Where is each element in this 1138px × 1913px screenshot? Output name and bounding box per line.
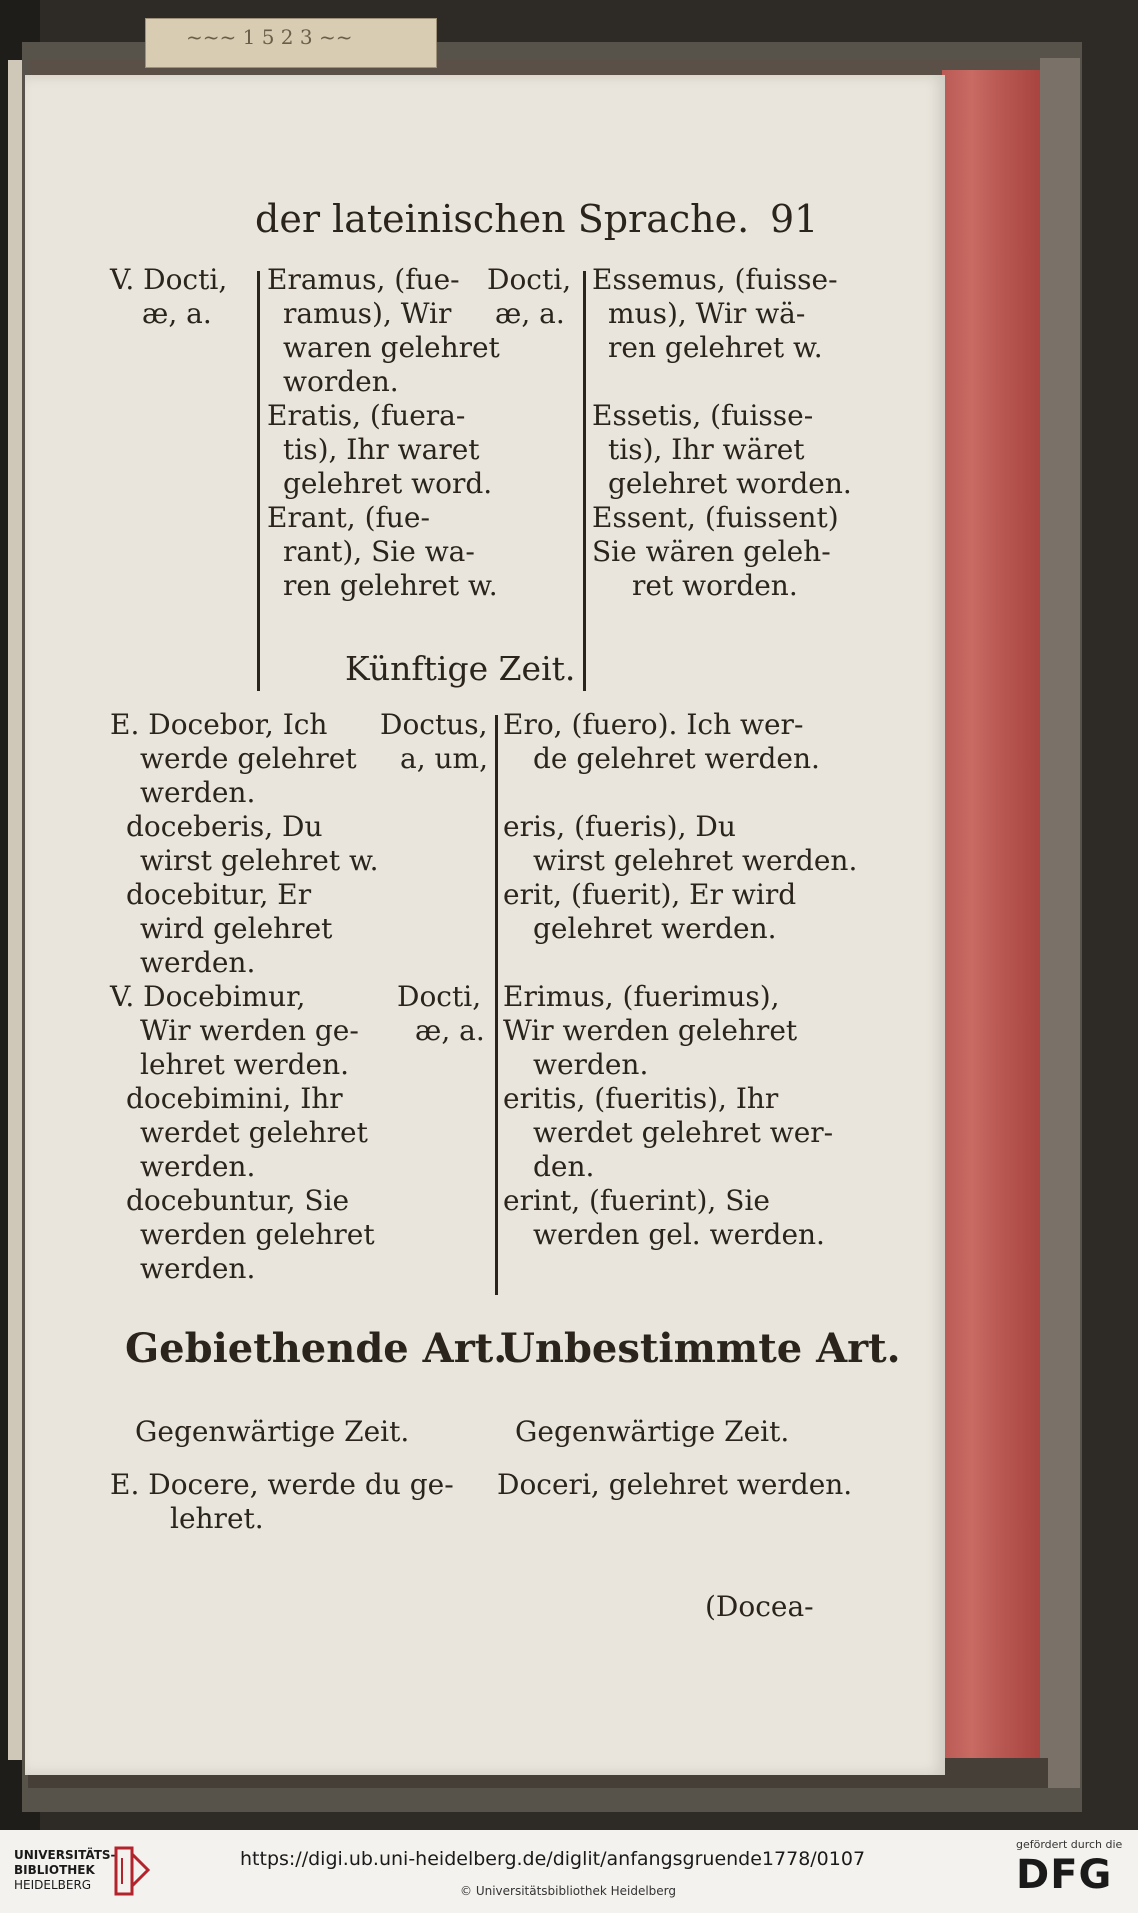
block2-col1-line: wirst gelehret w. bbox=[140, 844, 379, 877]
block2-col2-line: den. bbox=[533, 1150, 595, 1183]
block2-col1-line: werden. bbox=[140, 1150, 256, 1183]
block1-mid-label-2: æ, a. bbox=[495, 297, 565, 330]
brace-block1-col1 bbox=[257, 271, 260, 691]
block1-col1-line: gelehret word. bbox=[283, 467, 493, 500]
brace-block2-col2 bbox=[495, 715, 498, 1295]
block1-col2-line: Essent, (fuissent) bbox=[592, 501, 839, 534]
block1-col1-line: worden. bbox=[283, 365, 399, 398]
dfg-logo: DFG bbox=[1016, 1852, 1113, 1898]
block2-col1-line: V. Docebimur, bbox=[110, 980, 306, 1013]
copyright-notice: © Universitätsbibliothek Heidelberg bbox=[460, 1884, 677, 1898]
block1-mid-label-1: Docti, bbox=[487, 263, 572, 296]
block2-mid-label-plural-2: æ, a. bbox=[415, 1014, 485, 1047]
book-page bbox=[25, 75, 945, 1775]
block2-col1-line: werdet gelehret bbox=[140, 1116, 368, 1149]
block1-col1-line: Eramus, (fue- bbox=[267, 263, 460, 296]
block2-col2-line: werden. bbox=[533, 1048, 649, 1081]
imperative-heading: Gebiethende Art. bbox=[125, 1325, 508, 1372]
block2-col2-line: werdet gelehret wer- bbox=[533, 1116, 834, 1149]
block2-col1-line: werden. bbox=[140, 946, 256, 979]
block1-col2-line: Essetis, (fuisse- bbox=[592, 399, 814, 432]
block2-col2-line: wirst gelehret werden. bbox=[533, 844, 858, 877]
shelf-label bbox=[145, 18, 437, 68]
block1-col1-line: tis), Ihr waret bbox=[283, 433, 480, 466]
block2-col1-line: doceberis, Du bbox=[126, 810, 323, 843]
back-cover bbox=[1040, 58, 1080, 1788]
block2-col1-line: E. Docebor, Ich bbox=[110, 708, 328, 741]
red-page-edges bbox=[942, 70, 1042, 1770]
block1-left-label-1: V. Docti, bbox=[110, 263, 228, 296]
block2-mid-label-plural-1: Docti, bbox=[397, 980, 482, 1013]
block1-col1-line: Eratis, (fuera- bbox=[267, 399, 466, 432]
imperative-line-2: lehret. bbox=[170, 1502, 264, 1535]
block2-mid-label-singular-1: Doctus, bbox=[380, 708, 488, 741]
block1-col1-line: rant), Sie wa- bbox=[283, 535, 475, 568]
permalink-url[interactable]: https://digi.ub.uni-heidelberg.de/diglit/anfangsgruende1778/0107 bbox=[240, 1848, 866, 1870]
block2-col1-line: werde gelehret bbox=[140, 742, 357, 775]
block2-col1-line: werden. bbox=[140, 1252, 256, 1285]
block2-col1-line: docebitur, Er bbox=[126, 878, 312, 911]
block1-left-label-2: æ, a. bbox=[142, 297, 212, 330]
viewer-footer bbox=[0, 1830, 1138, 1913]
block2-col2-line: werden gel. werden. bbox=[533, 1218, 825, 1251]
block1-col1-line: waren gelehret bbox=[283, 331, 500, 364]
block2-col2-line: gelehret werden. bbox=[533, 912, 777, 945]
block2-col2-line: Erimus, (fuerimus), bbox=[503, 980, 780, 1013]
block2-col2-line: eris, (fueris), Du bbox=[503, 810, 736, 843]
block2-col1-line: werden. bbox=[140, 776, 256, 809]
block2-col2-line: erint, (fuerint), Sie bbox=[503, 1184, 770, 1217]
block2-col1-line: docebimini, Ihr bbox=[126, 1082, 343, 1115]
block2-col2-line: eritis, (fueritis), Ihr bbox=[503, 1082, 779, 1115]
block2-col2-line: Ero, (fuero). Ich wer- bbox=[503, 708, 804, 741]
logo-line-3: HEIDELBERG bbox=[14, 1878, 92, 1892]
block2-col2-line: de gelehret werden. bbox=[533, 742, 820, 775]
logo-line-2: BIBLIOTHEK bbox=[14, 1863, 95, 1877]
brace-block1-col2 bbox=[583, 271, 586, 691]
running-title: der lateinischen Sprache. bbox=[255, 197, 750, 241]
page-number: 91 bbox=[770, 197, 819, 241]
block2-col1-line: lehret werden. bbox=[140, 1048, 350, 1081]
block2-col1-line: Wir werden ge- bbox=[140, 1014, 359, 1047]
infinitive-heading: Unbestimmte Art. bbox=[500, 1325, 901, 1372]
imperative-line-1: E. Docere, werde du ge- bbox=[110, 1468, 454, 1501]
block2-col1-line: wird gelehret bbox=[140, 912, 333, 945]
block2-mid-label-singular-2: a, um, bbox=[400, 742, 488, 775]
block1-col2-line: gelehret worden. bbox=[608, 467, 852, 500]
logo-line-1: UNIVERSITÄTS- bbox=[14, 1848, 116, 1862]
section-heading-future: Künftige Zeit. bbox=[345, 649, 576, 688]
block1-col2-line: ret worden. bbox=[632, 569, 798, 602]
block1-col2-line: ren gelehret w. bbox=[608, 331, 823, 364]
block2-col1-line: docebuntur, Sie bbox=[126, 1184, 350, 1217]
block2-col1-line: werden gelehret bbox=[140, 1218, 375, 1251]
block1-col1-line: ren gelehret w. bbox=[283, 569, 498, 602]
block2-col2-line: erit, (fuerit), Er wird bbox=[503, 878, 797, 911]
block1-col1-line: ramus), Wir bbox=[283, 297, 452, 330]
block1-col2-line: Essemus, (fuisse- bbox=[592, 263, 838, 296]
library-logo-icon bbox=[112, 1844, 152, 1898]
shelf-label-text: ~~~ 1 5 2 3 ~~ bbox=[186, 25, 353, 49]
catchword: (Docea- bbox=[705, 1590, 814, 1623]
block1-col2-line: mus), Wir wä- bbox=[608, 297, 806, 330]
funding-caption: gefördert durch die bbox=[1016, 1838, 1123, 1851]
block1-col1-line: Erant, (fue- bbox=[267, 501, 430, 534]
infinitive-line-1: Doceri, gelehret werden. bbox=[497, 1468, 853, 1501]
infinitive-subheading: Gegenwärtige Zeit. bbox=[515, 1415, 790, 1448]
block2-col2-line: Wir werden gelehret bbox=[503, 1014, 798, 1047]
imperative-subheading: Gegenwärtige Zeit. bbox=[135, 1415, 410, 1448]
library-logo-text bbox=[14, 1848, 116, 1893]
block1-col2-line: tis), Ihr wäret bbox=[608, 433, 805, 466]
block1-col2-line: Sie wären geleh- bbox=[592, 535, 831, 568]
